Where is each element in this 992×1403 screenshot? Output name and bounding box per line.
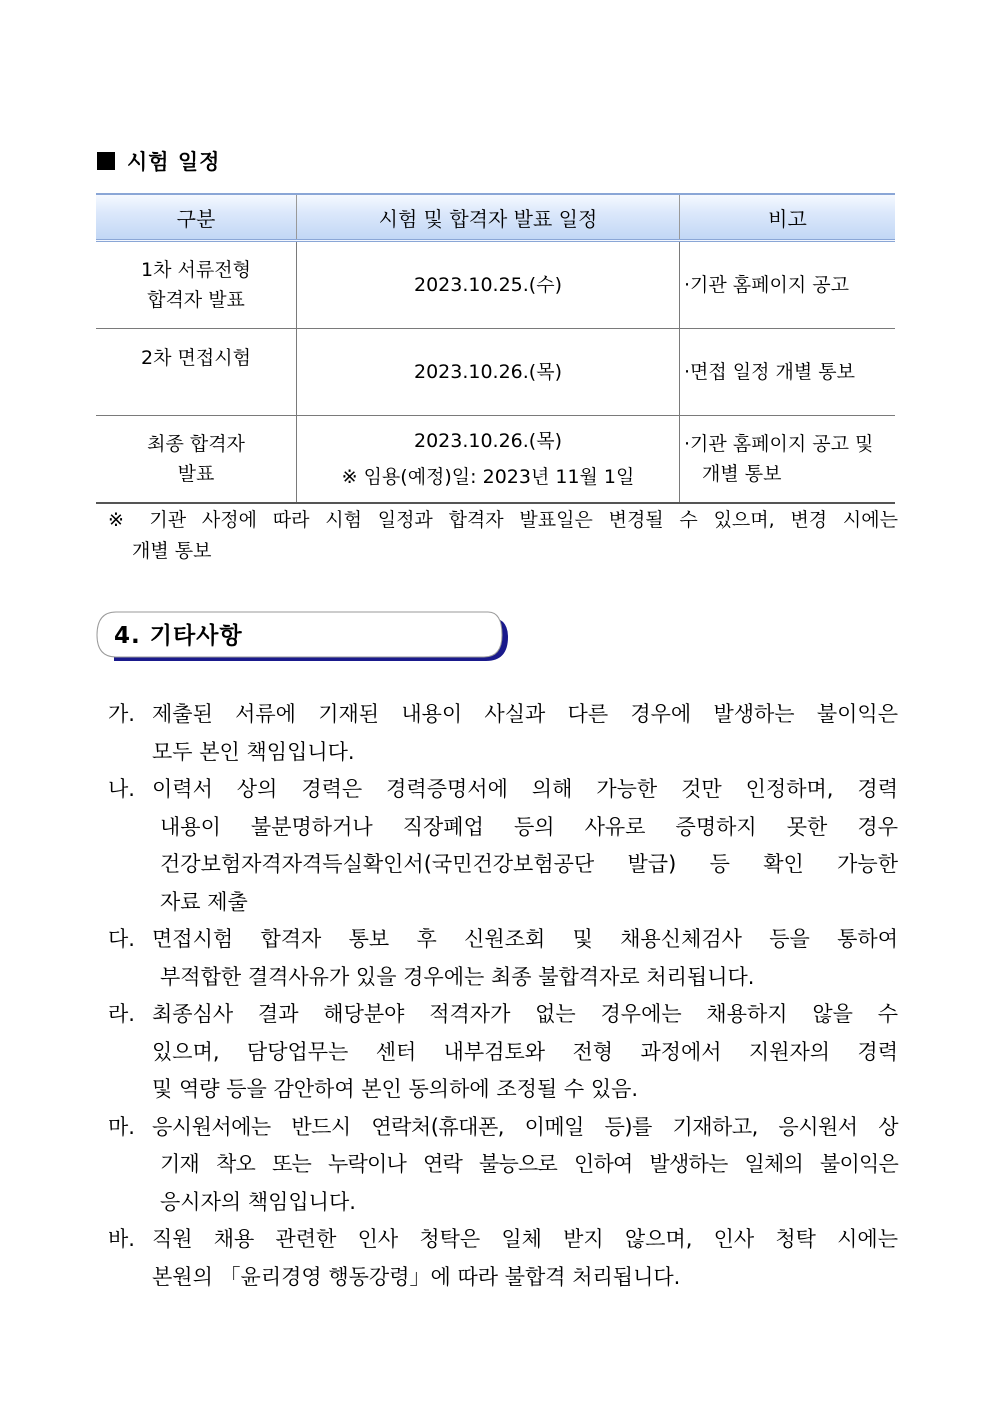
- item-line: 응시자의 책임입니다.: [160, 1189, 356, 1214]
- schedule-heading-text: 시험 일정: [127, 150, 221, 174]
- item-line: 및 역량 등을 감안하여 본인 동의하에 조정될 수 있음.: [152, 1077, 639, 1101]
- cell-line: 2023.10.25.(수): [413, 274, 562, 296]
- schedule-footnote: [108, 505, 898, 567]
- cell-category: [96, 241, 297, 329]
- list-item: [108, 696, 898, 771]
- cell-note: [680, 241, 896, 329]
- square-bullet-icon: [97, 152, 115, 170]
- item-marker: 마.: [108, 1114, 135, 1139]
- item-line: 제출된 서류에 기재된 내용이 사실과 다른 경우에 발생하는 불이익은: [152, 702, 898, 726]
- section-title-tab: [96, 611, 506, 661]
- cell-category: [96, 416, 297, 504]
- item-line: 자료 제출: [160, 889, 248, 914]
- item-line: 내용이 불분명하거나 직장폐업 등의 사유로 증명하지 못한 경우: [160, 814, 898, 839]
- cell-line: 2023.10.26.(목): [413, 361, 562, 383]
- item-line: 기재 착오 또는 누락이나 연락 불능으로 인하여 발생하는 일체의 불이익은: [160, 1152, 898, 1176]
- list-item: [108, 771, 898, 921]
- item-marker: 다.: [108, 927, 135, 951]
- cell-category: [96, 329, 297, 416]
- cell-line: 2차 면접시험: [141, 347, 251, 369]
- cell-line: ·면접 일정 개별 통보: [684, 361, 855, 383]
- schedule-table: [96, 193, 895, 504]
- schedule-heading: [97, 146, 220, 176]
- list-item: [108, 1221, 898, 1296]
- item-line: 이력서 상의 경력은 경력증명서에 의해 가능한 것만 인정하며, 경력: [152, 777, 898, 801]
- cell-line: 최종 합격자: [147, 433, 245, 455]
- table-row: [96, 241, 895, 329]
- item-marker: 나.: [108, 777, 135, 801]
- item-line: 부적합한 결격사유가 있을 경우에는 최종 불합격자로 처리됩니다.: [160, 964, 755, 989]
- cell-date: [297, 329, 680, 416]
- item-line: 건강보험자격자격득실확인서(국민건강보험공단 발급) 등 확인 가능한: [160, 852, 898, 876]
- footnote-line: ※ 기관 사정에 따라 시험 일정과 합격자 발표일은 변경될 수 있으며, 변경 시에는: [108, 509, 898, 531]
- cell-line: 1차 서류전형: [141, 259, 251, 281]
- cell-note: [680, 416, 896, 504]
- cell-line: ·기관 홈페이지 공고: [684, 274, 849, 296]
- item-line: 직원 채용 관련한 인사 청탁은 일체 받지 않으며, 인사 청탁 시에는: [152, 1227, 898, 1251]
- list-item: [108, 996, 898, 1109]
- cell-date: [297, 241, 680, 329]
- column-header-date: 시험 및 합격자 발표 일정: [297, 194, 680, 241]
- cell-line: ·기관 홈페이지 공고 및: [684, 433, 874, 455]
- column-header-note: 비고: [680, 194, 896, 241]
- list-item: [108, 1109, 898, 1222]
- item-line: 최종심사 결과 해당분야 적격자가 없는 경우에는 채용하지 않을 수: [152, 1002, 898, 1026]
- cell-date: [297, 416, 680, 504]
- item-marker: 라.: [108, 1002, 135, 1026]
- other-items-list: [108, 696, 898, 1296]
- item-line: 면접시험 합격자 통보 후 신원조회 및 채용신체검사 등을 통하여: [152, 927, 898, 951]
- table-row: [96, 416, 895, 504]
- cell-line: 발표: [177, 463, 215, 485]
- item-line: 응시원서에는 반드시 연락처(휴대폰, 이메일 등)를 기재하고, 응시원서 상: [152, 1114, 898, 1139]
- column-header-category: 구분: [96, 194, 297, 241]
- table-row: [96, 329, 895, 416]
- footnote-line: 개별 통보: [132, 540, 212, 562]
- table-header-row: [96, 194, 895, 241]
- section-title: 4. 기타사항: [114, 623, 243, 649]
- item-marker: 가.: [108, 702, 135, 726]
- item-line: 있으며, 담당업무는 센터 내부검토와 전형 과정에서 지원자의 경력: [152, 1039, 898, 1064]
- cell-line: ※ 임용(예정)일: 2023년 11월 1일: [341, 466, 635, 488]
- cell-line: 2023.10.26.(목): [413, 430, 562, 452]
- list-item: [108, 921, 898, 996]
- item-line: 본원의 「윤리경영 행동강령」에 따라 불합격 처리됩니다.: [152, 1264, 681, 1289]
- cell-line: 합격자 발표: [147, 289, 245, 311]
- cell-line: 개별 통보: [702, 463, 782, 485]
- cell-note: [680, 329, 896, 416]
- item-line: 모두 본인 책임입니다.: [152, 739, 355, 764]
- item-marker: 바.: [108, 1227, 135, 1251]
